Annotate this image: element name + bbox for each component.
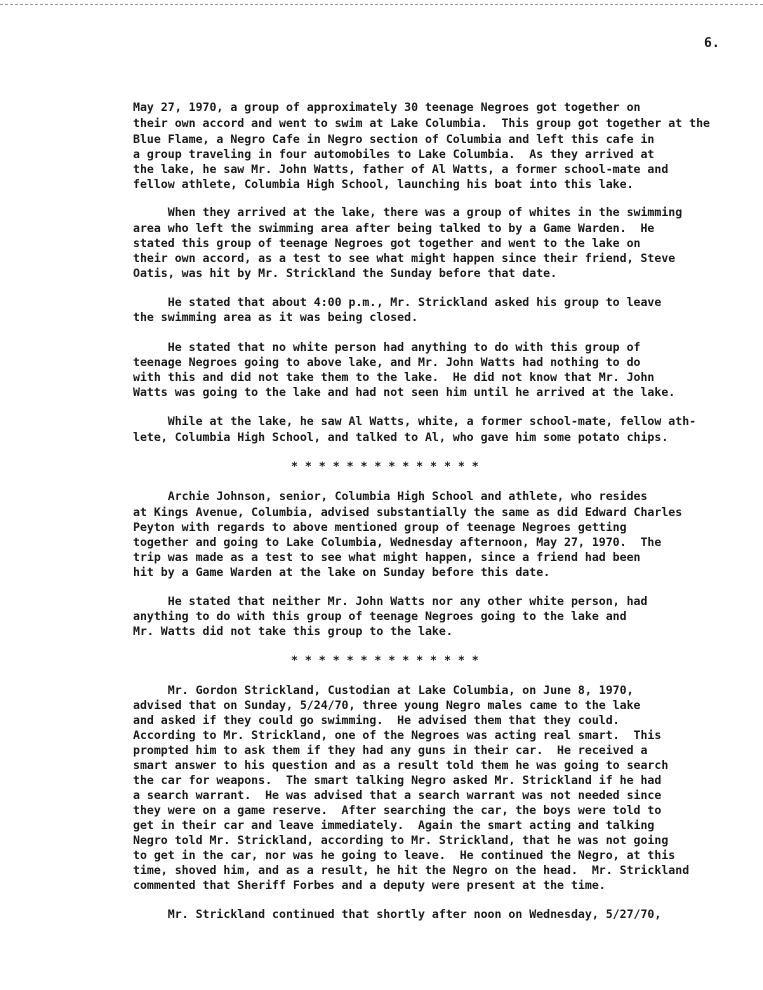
text-line: time, shoved him, and as a result, he hit the Negro on the head. Mr. Strickland (133, 863, 690, 877)
page-number: 6. (704, 36, 720, 51)
text-line: their own accord and went to swim at Lake Columbia. This group got together at the (133, 116, 711, 130)
section-separator: * * * * * * * * * * * * * * (291, 459, 479, 473)
text-line: smart answer to his question and as a result told them he was going to search (133, 758, 669, 772)
text-line: While at the lake, he saw Al Watts, white, a former school-mate, fellow ath- (133, 414, 697, 428)
text-line: hit by a Game Warden at the lake on Sunday before this date. (133, 565, 551, 579)
section-separator: * * * * * * * * * * * * * * (291, 653, 479, 667)
text-line: fellow athlete, Columbia High School, launching his boat into this lake. (133, 177, 634, 191)
text-line: According to Mr. Strickland, one of the Negroes was acting real smart. This (133, 728, 662, 742)
text-line: Archie Johnson, senior, Columbia High School and athlete, who resides (133, 489, 648, 503)
text-line: teenage Negroes going to above lake, and Mr. John Watts had nothing to do (133, 355, 641, 369)
text-line: a group traveling in four automobiles to Lake Columbia. As they arrived at (133, 147, 655, 161)
text-line: they were on a game reserve. After searching the car, the boys were told to (133, 803, 662, 817)
text-line: together and going to Lake Columbia, Wednesday afternoon, May 27, 1970. The (133, 535, 662, 549)
text-line: Watts was going to the lake and had not seen him until he arrived at the lake. (133, 385, 676, 399)
text-line: their own accord, as a test to see what might happen since their friend, Steve (133, 251, 676, 265)
text-line: the lake, he saw Mr. John Watts, father of Al Watts, a former school-mate and (133, 162, 669, 176)
text-line: get in their car and leave immediately. Again the smart acting and talking (133, 818, 655, 832)
text-line: anything to do with this group of teenage Negroes going to the lake and (133, 609, 627, 623)
text-line: with this and did not take them to the lake. He did not know that Mr. John (133, 370, 655, 384)
text-line: prompted him to ask them if they had any guns in their car. He received a (133, 743, 648, 757)
text-line: to get in the car, nor was he going to leave. He continued the Negro, at this (133, 848, 676, 862)
text-line: Peyton with regards to above mentioned group of teenage Negroes getting (133, 520, 627, 534)
text-line: stated this group of teenage Negroes got together and went to the lake on (133, 236, 641, 250)
text-line: He stated that about 4:00 p.m., Mr. Strickland asked his group to leave (133, 295, 662, 309)
text-line: He stated that neither Mr. John Watts nor any other white person, had (133, 594, 648, 608)
text-line: the swimming area as it was being closed. (133, 310, 419, 324)
top-border (0, 4, 763, 5)
text-line: lete, Columbia High School, and talked to Al, who gave him some potato chips. (133, 430, 669, 444)
text-line: Mr. Watts did not take this group to the lake. (133, 624, 453, 638)
text-line: trip was made as a test to see what might happen, since a friend had been (133, 550, 641, 564)
text-line: He stated that no white person had anything to do with this group of (133, 340, 641, 354)
text-line: Oatis, was hit by Mr. Strickland the Sunday before that date. (133, 266, 558, 280)
text-line: May 27, 1970, a group of approximately 30 teenage Negroes got together on (133, 100, 641, 114)
text-line: Negro told Mr. Strickland, according to Mr. Strickland, that he was not going (133, 833, 669, 847)
text-line: a search warrant. He was advised that a search warrant was not needed since (133, 788, 662, 802)
text-line: and asked if they could go swimming. He advised them that they could. (133, 713, 620, 727)
text-line: commented that Sheriff Forbes and a deputy were present at the time. (133, 878, 606, 892)
text-line: When they arrived at the lake, there was a group of whites in the swimming (133, 205, 683, 219)
text-line: advised that on Sunday, 5/24/70, three young Negro males came to the lake (133, 698, 641, 712)
text-line: area who left the swimming area after being talked to by a Game Warden. He (133, 221, 655, 235)
text-line: at Kings Avenue, Columbia, advised substantially the same as did Edward Charles (133, 505, 683, 519)
text-line: Mr. Gordon Strickland, Custodian at Lake Columbia, on June 8, 1970, (133, 683, 634, 697)
text-line: the car for weapons. The smart talking Negro asked Mr. Strickland if he had (133, 773, 662, 787)
text-line: Mr. Strickland continued that shortly after noon on Wednesday, 5/27/70, (133, 907, 662, 921)
text-line: Blue Flame, a Negro Cafe in Negro section of Columbia and left this cafe in (133, 132, 655, 146)
